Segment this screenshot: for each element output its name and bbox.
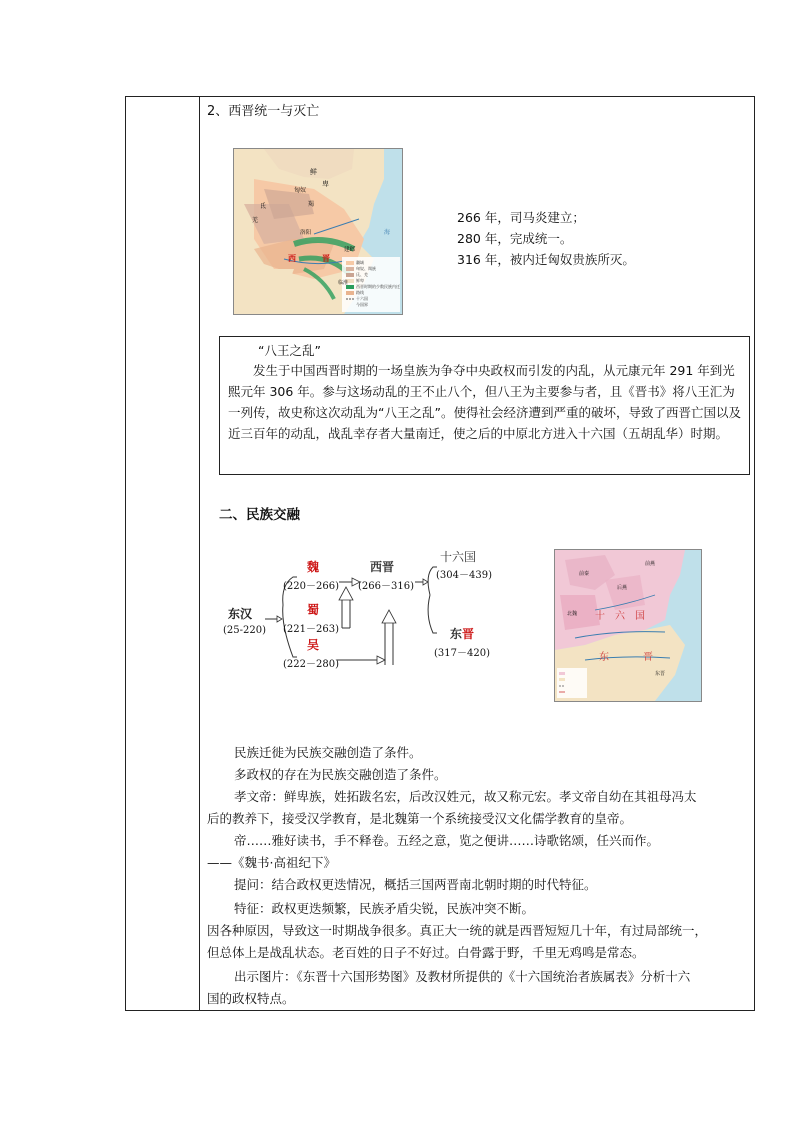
map1-label-di: 氐 bbox=[260, 203, 267, 210]
paragraph-show-2: 国的政权特点。 bbox=[207, 991, 295, 1006]
table-column-divider bbox=[199, 96, 200, 1011]
map1-label-luoyang: 洛阳 bbox=[300, 230, 312, 236]
paragraph-reason-1: 因各种原因，导致这一时期战争很多。真正大一统的就是西晋短短几十年，有过局部统一， bbox=[207, 923, 708, 938]
dynasty-dongjin-second: 晋 bbox=[462, 627, 475, 641]
eastern-jin-sixteen-kingdoms-map bbox=[554, 549, 702, 702]
eight-princes-body: 发生于中国西晋时期的一场皇族为争夺中央政权而引发的内乱，从元康元年 291 年到光熙元年 306 年。参与这场动乱的王不止八个，但八王为主要参与者，且《晋书》将八王汇为一列传，故史称这次动乱为“八王之乱”。使得社会经济遭到严重的破坏，导致了西晋亡国以及近三百年的动乱，战乱幸存者大量南迁，使之后的中原北方进入十六国（五胡乱华）时期。 bbox=[228, 363, 741, 441]
paragraph-multi-regime: 多政权的存在为民族交融创造了条件。 bbox=[234, 767, 447, 782]
map1-label-xian: 鲜 bbox=[310, 168, 317, 176]
map1-legend-item: 疆域 bbox=[356, 260, 364, 265]
dynasty-dongjin-first: 东 bbox=[450, 627, 463, 641]
eastern-jin-map-graphic bbox=[555, 550, 701, 701]
dynasty-wu: 吴 bbox=[307, 638, 320, 652]
map1-label-linhuai: 临淮 bbox=[338, 280, 349, 286]
paragraph-quote-source: ——《魏书·高祖纪下》 bbox=[207, 855, 336, 870]
dynasty-xijin: 西晋 bbox=[370, 560, 395, 574]
dynasty-donghan-years: (25-220) bbox=[223, 625, 266, 636]
map2-label-qianyan: 前燕 bbox=[645, 561, 656, 567]
eight-princes-title: “八王之乱” bbox=[258, 343, 321, 358]
map2-label-liu: 六 bbox=[615, 611, 625, 622]
dynasty-shiliuguo: 十六国 bbox=[440, 550, 477, 564]
paragraph-migration: 民族迁徙为民族交融创造了条件。 bbox=[234, 745, 422, 760]
map1-label-xiongnu: 匈奴 bbox=[294, 187, 307, 194]
map2-label-dong: 东 bbox=[599, 652, 609, 663]
map2-label-qianqin: 前秦 bbox=[579, 571, 590, 577]
dynasty-shu-years: (221－263) bbox=[283, 624, 339, 635]
paragraph-quote: 帝……雅好读书，手不释卷。五经之意，览之便讲……诗歌铭颂，任兴而作。 bbox=[234, 833, 660, 848]
map1-label-jianye: 建邺 bbox=[344, 247, 356, 253]
map1-legend-item: 匈奴、羯族 bbox=[356, 266, 376, 271]
paragraph-show-1: 出示图片：《东晋十六国形势图》及教材所提供的《十六国统治者族属表》分析十六 bbox=[234, 969, 691, 984]
map1-legend-item: 十六国 bbox=[356, 296, 368, 301]
paragraph-xiaowen-2: 后的教养下，接受汉学教育，是北魏第一个系统接受汉文化儒学教育的皇帝。 bbox=[207, 811, 633, 826]
heading-ethnic-integration: 二、民族交融 bbox=[219, 507, 300, 523]
dynasty-donghan: 东汉 bbox=[228, 607, 253, 621]
timeline-item: 266 年，司马炎建立； bbox=[457, 210, 585, 225]
dynasty-shiliuguo-years: (304－439) bbox=[436, 570, 492, 581]
map2-label-guo: 国 bbox=[635, 611, 645, 622]
map2-label-houyan: 后燕 bbox=[617, 585, 628, 591]
dynasty-dongjin-years: (317－420) bbox=[434, 648, 490, 659]
paragraph-features: 特征：政权更迭频繁，民族矛盾尖锐，民族冲突不断。 bbox=[234, 901, 535, 916]
map1-label-jie: 羯 bbox=[308, 201, 315, 208]
section-title: 2、西晋统一与灭亡 bbox=[207, 104, 320, 119]
map1-legend-item: 西晋时期的少数民族内迁路线 bbox=[356, 284, 400, 295]
map1-legend-labels bbox=[356, 260, 402, 308]
map2-label-beiwei: 北魏 bbox=[567, 611, 578, 617]
western-jin-map bbox=[233, 148, 403, 315]
paragraph-xiaowen-1: 孝文帝：鲜卑族，姓拓跋名宏，后改汉姓元，故又称元宏。孝文帝自幼在其祖母冯太 bbox=[234, 789, 697, 804]
dynasty-wu-years: (222－280) bbox=[283, 659, 339, 670]
paragraph-question: 提问：结合政权更迭情况，概括三国两晋南北朝时期的时代特征。 bbox=[234, 877, 597, 892]
map1-label-qiang: 羌 bbox=[252, 217, 259, 224]
map1-label-hai: 海 bbox=[384, 229, 391, 236]
dynasty-shu: 蜀 bbox=[307, 603, 320, 617]
map1-label-jin: 晋 bbox=[322, 253, 330, 263]
timeline-item: 316 年，被内迁匈奴贵族所灭。 bbox=[457, 252, 635, 267]
dynasty-wei-years: (220－266) bbox=[283, 581, 339, 592]
map1-label-xi: 西 bbox=[288, 253, 296, 263]
map1-legend-item: 氐、羌 bbox=[356, 272, 368, 277]
dynasty-dongjin bbox=[450, 625, 474, 642]
western-jin-timeline bbox=[457, 207, 635, 270]
dynasty-xijin-years: (266－316) bbox=[358, 581, 414, 592]
map2-label-shi: 十 bbox=[595, 611, 605, 622]
map1-legend-item: 今国界 bbox=[356, 302, 368, 307]
map1-legend-item: 鲜卑 bbox=[356, 278, 364, 283]
map2-label-jin: 晋 bbox=[643, 652, 653, 663]
dynasty-wei: 魏 bbox=[307, 560, 320, 574]
map2-label-dongjin: 东晋 bbox=[655, 671, 666, 677]
paragraph-reason-2: 但总体上是战乱状态。老百姓的日子不好过。白骨露于野，千里无鸡鸣是常态。 bbox=[207, 945, 645, 960]
map1-label-bei: 卑 bbox=[322, 180, 329, 188]
timeline-item: 280 年，完成统一。 bbox=[457, 231, 573, 246]
